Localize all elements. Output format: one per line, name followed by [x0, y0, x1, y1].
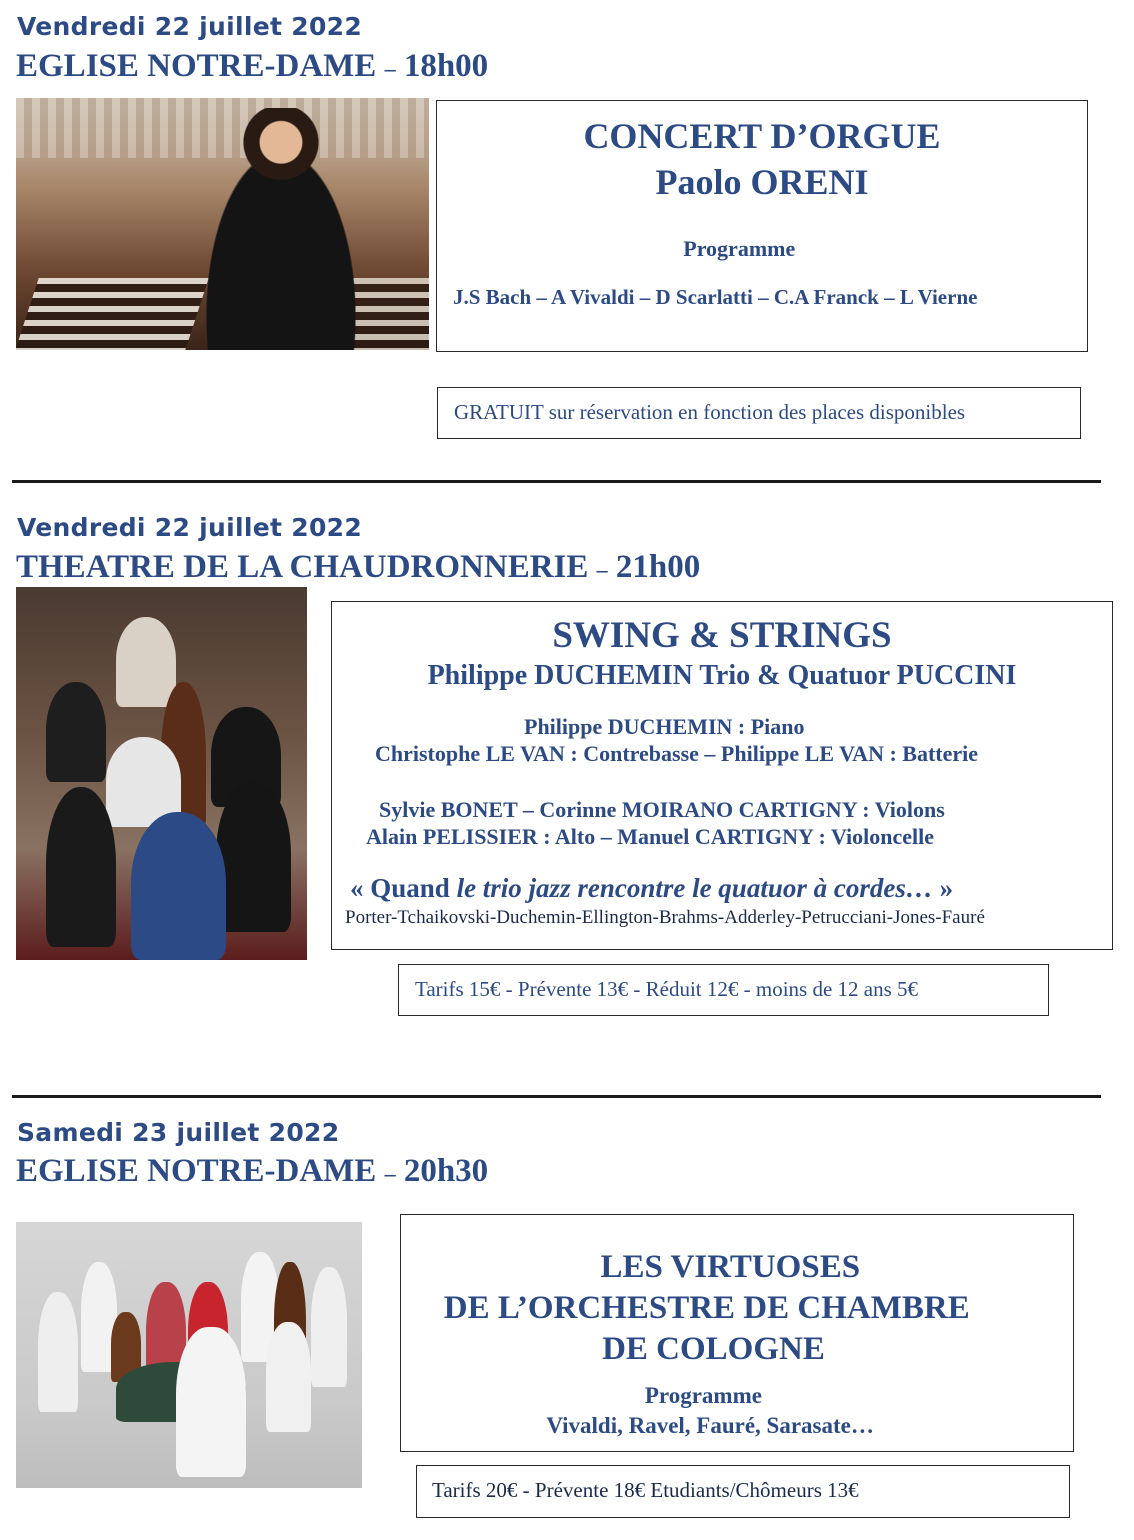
organ-keyboard: [16, 278, 209, 350]
concert-subtitle: Philippe DUCHEMIN Trio & Quatuor PUCCINI: [427, 660, 1017, 691]
musician-figure: [176, 1327, 246, 1477]
ensemble-photo: [16, 587, 307, 960]
event-3-price-box: [416, 1465, 1070, 1518]
event-3-info-box: [400, 1214, 1074, 1452]
programme-composers: J.S Bach – A Vivaldi – D Scarlatti – C.A Franck – L Vierne: [453, 285, 978, 309]
musician-figure: [266, 1322, 311, 1432]
price-text: GRATUIT sur réservation en fonction des places disponibles: [454, 400, 966, 424]
programme-label: Programme: [683, 236, 796, 261]
performer-line: Alain PELISSIER : Alto – Manuel CARTIGNY : Violoncelle: [366, 824, 935, 849]
musician-figure: [46, 787, 116, 947]
orchestra-photo: [16, 1222, 362, 1488]
section-divider: [12, 480, 1101, 483]
event-2-venue: [16, 549, 700, 586]
musician-figure: [216, 782, 291, 932]
venue-dash: –: [384, 1161, 396, 1186]
price-text: Tarifs 15€ - Prévente 13€ - Réduit 12€ - moins de 12 ans 5€: [415, 977, 919, 1001]
quote-close: »: [939, 873, 954, 903]
musician-figure: [38, 1292, 78, 1412]
composers-list: Porter-Tchaikovski-Duchemin-Ellington-Brahms-Adderley-Petrucciani-Jones-Fauré: [345, 907, 985, 928]
musician-figure: [116, 617, 176, 707]
programme-composers: Vivaldi, Ravel, Fauré, Sarasate…: [546, 1413, 874, 1438]
musician-figure: [131, 812, 226, 960]
venue-name: EGLISE NOTRE-DAME: [16, 1153, 377, 1189]
event-2-info-box: [331, 601, 1113, 950]
organist-figure: [186, 108, 376, 350]
event-3-venue: [16, 1153, 488, 1190]
venue-time: 20h30: [403, 1153, 489, 1189]
venue-dash: –: [384, 56, 396, 81]
quote-text: le trio jazz rencontre le quatuor à cordes…: [456, 873, 933, 903]
venue-time: 21h00: [615, 549, 701, 585]
price-text: Tarifs 20€ - Prévente 18€ Etudiants/Chômeurs 13€: [432, 1478, 859, 1502]
venue-name: EGLISE NOTRE-DAME: [16, 48, 377, 84]
quote-open: « Quand: [350, 873, 450, 903]
organist-photo: [16, 98, 429, 350]
venue-time: 18h00: [403, 48, 489, 84]
concert-title: SWING & STRINGS: [552, 615, 892, 656]
concert-title: LES VIRTUOSES: [600, 1249, 861, 1285]
section-divider: [12, 1095, 1101, 1098]
musician-figure: [311, 1267, 347, 1387]
event-1-info-box: [436, 100, 1088, 352]
musician-figure: [46, 682, 106, 782]
concert-tagline: [350, 873, 953, 904]
performer-line: Sylvie BONET – Corinne MOIRANO CARTIGNY : Violons: [379, 797, 945, 822]
performer-name: Paolo ORENI: [655, 162, 869, 202]
performer-line: Christophe LE VAN : Contrebasse – Philippe LE VAN : Batterie: [375, 741, 979, 766]
concert-title: DE L’ORCHESTRE DE CHAMBRE: [443, 1290, 970, 1326]
venue-name: THEATRE DE LA CHAUDRONNERIE: [16, 549, 589, 585]
event-1-venue: [16, 48, 488, 85]
concert-title: CONCERT D’ORGUE: [583, 116, 941, 156]
event-1-date: Vendredi 22 juillet 2022: [17, 12, 363, 41]
performer-line: Philippe DUCHEMIN : Piano: [524, 714, 805, 739]
event-2-date: Vendredi 22 juillet 2022: [17, 513, 363, 542]
event-2-price-box: [398, 964, 1049, 1016]
programme-label: Programme: [644, 1383, 762, 1408]
event-1-price-box: [437, 387, 1081, 439]
venue-dash: –: [596, 557, 608, 582]
concert-title: DE COLOGNE: [602, 1331, 825, 1367]
event-3-date: Samedi 23 juillet 2022: [17, 1118, 340, 1147]
